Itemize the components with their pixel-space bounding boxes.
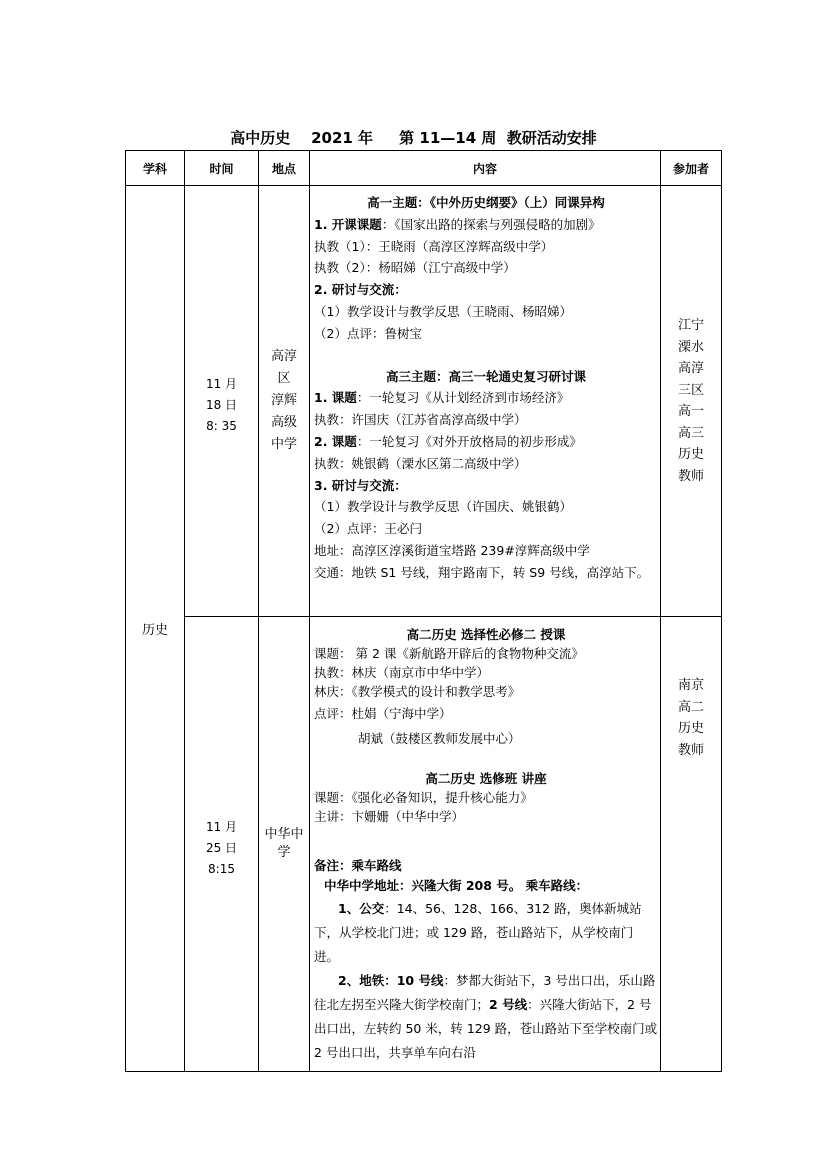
header-place: 地点 xyxy=(259,151,310,186)
place-line: 中华中 xyxy=(264,827,304,842)
time-clock: 8:15 xyxy=(208,861,235,876)
content-line: 课题：《强化必备知识，提升核心能力》 xyxy=(314,790,533,805)
metro-text: ：梦都大街站下，3 号出口出，乐山路往北左拐至兴隆大街学校南门； xyxy=(314,973,656,1012)
content-line: 林庆：《教学模式的设计和教学思考》 xyxy=(314,684,521,699)
bus-label: 1、公交 xyxy=(338,901,385,916)
subject-cell xyxy=(126,186,185,1072)
participant-line: 历史 xyxy=(677,447,704,462)
participant-line: 高一 xyxy=(677,404,704,419)
content-line: 执教（1）：王晓雨（高淳区淳辉高级中学） xyxy=(314,238,554,254)
bus-text: ：14、56、128、166、312 路，奥体新城站下，从学校北门进；或 129 路，苍山路站下，从学校南门进。 xyxy=(314,901,642,964)
place-line: 淳辉 xyxy=(270,393,297,408)
subject-label: 历史 xyxy=(141,623,168,638)
place-cell xyxy=(259,186,310,617)
time-day: 18 日 xyxy=(205,397,238,412)
metro2-text: ：兴隆大街站下，2 号出口出，左转约 50 米，转 129 路，苍山路站下至学校南门或 2 号出口出，共享单车向右沿 xyxy=(314,997,658,1060)
metro2-label: 2 号线 xyxy=(489,997,528,1012)
place-line: 区 xyxy=(277,371,291,386)
place-line: 高级 xyxy=(270,415,297,430)
header-content: 内容 xyxy=(310,151,661,186)
content-line: 2. 研讨与交流： xyxy=(314,282,407,298)
time-month: 11 月 xyxy=(205,819,238,834)
header-row xyxy=(126,151,722,186)
address-line: 中华中学地址：兴隆大街 208 号。 乘车路线： xyxy=(324,878,589,893)
time-day: 25 日 xyxy=(205,840,238,855)
transport-line: 交通：地铁 S1 号线，翔宇路南下，转 S9 号线，高淳站下。 xyxy=(314,564,650,580)
content-line xyxy=(314,387,658,409)
content-line: 点评：杜娟（宁海中学） xyxy=(314,706,452,721)
place-line: 学 xyxy=(277,845,291,860)
content-line: 课题： 第 2 课《新航路开辟后的食物物种交流》 xyxy=(314,646,584,661)
participant-line: 三区 xyxy=(677,382,704,398)
participant-line: 南京 xyxy=(677,678,704,693)
address-line: 地址：高淳区淳溪街道宝塔路 239#淳辉高级中学 xyxy=(314,542,590,558)
content-line: 执教：姚银鹤（溧水区第二高级中学） xyxy=(314,455,527,471)
content-line: 3. 研讨与交流： xyxy=(314,477,407,493)
section-heading: 高一主题：《中外历史纲要》（上）同课异构 xyxy=(367,195,605,210)
content-line: （1）教学设计与教学反思（许国庆、姚银鹤） xyxy=(314,499,572,515)
participant-line: 溧水 xyxy=(677,339,704,355)
item-text: ：一轮复习《对外开放格局的初步形成》 xyxy=(356,433,582,449)
time-cell xyxy=(185,186,259,617)
table-row xyxy=(126,617,722,1072)
content-line xyxy=(314,431,658,453)
content-line: 执教：林庆（南京市中华中学） xyxy=(314,665,490,680)
item-label: 2. 课题 xyxy=(314,433,357,449)
participants-cell xyxy=(661,617,722,1072)
note-label: 备注：乘车路线 xyxy=(314,858,402,873)
header-time: 时间 xyxy=(185,151,259,186)
content-cell xyxy=(310,186,661,617)
participant-line: 高淳 xyxy=(677,361,704,376)
participant-line: 江宁 xyxy=(677,318,704,333)
section-heading: 高三主题：高三一轮通史复习研讨课 xyxy=(385,368,586,384)
metro-route xyxy=(314,969,658,1065)
metro-label: 2、地铁：10 号线 xyxy=(338,973,444,988)
place-cell xyxy=(259,617,310,1072)
header-subject: 学科 xyxy=(126,151,185,186)
participant-line: 教师 xyxy=(677,468,704,484)
time-clock: 8: 35 xyxy=(206,418,237,433)
content-cell xyxy=(310,617,661,1072)
content-line: （2）点评：王必闩 xyxy=(314,521,422,537)
content-line: （1）教学设计与教学反思（王晓雨、杨昭娣） xyxy=(314,303,572,319)
page-title: 高中历史 2021 年 第 11—14 周 教研活动安排 xyxy=(230,129,597,147)
section-heading: 高二历史 选择性必修二 授课 xyxy=(406,627,566,642)
participant-line: 历史 xyxy=(677,721,704,736)
participants-cell xyxy=(661,186,722,617)
content-line: 执教（2）：杨昭娣（江宁高级中学） xyxy=(314,260,516,276)
content-line: （2）点评：鲁树宝 xyxy=(314,325,422,341)
participant-line: 教师 xyxy=(677,742,704,758)
content-line: 胡斌（鼓楼区教师发展中心） xyxy=(358,731,521,746)
content-line xyxy=(314,214,658,236)
participant-line: 高二 xyxy=(677,699,704,715)
schedule-table xyxy=(125,150,722,1072)
place-line: 中学 xyxy=(270,437,297,452)
header-participants: 参加者 xyxy=(661,151,722,186)
content-line: 执教：许国庆（江苏省高淳高级中学） xyxy=(314,412,527,428)
item-label: 1. 开课课题 xyxy=(314,216,382,232)
time-month: 11 月 xyxy=(205,376,238,391)
item-label: 1. 课题 xyxy=(314,390,357,406)
table-row xyxy=(126,186,722,617)
content-line: 主讲：卞姗姗（中华中学） xyxy=(314,809,465,824)
item-text: ：《国家出路的探索与列强侵略的加剧》 xyxy=(381,216,601,232)
bus-route xyxy=(314,897,658,969)
section-heading: 高二历史 选修班 讲座 xyxy=(425,771,547,786)
place-line: 高淳 xyxy=(270,349,297,364)
time-cell xyxy=(185,617,259,1072)
item-text: ：一轮复习《从计划经济到市场经济》 xyxy=(356,390,570,406)
participant-line: 高三 xyxy=(677,425,704,441)
